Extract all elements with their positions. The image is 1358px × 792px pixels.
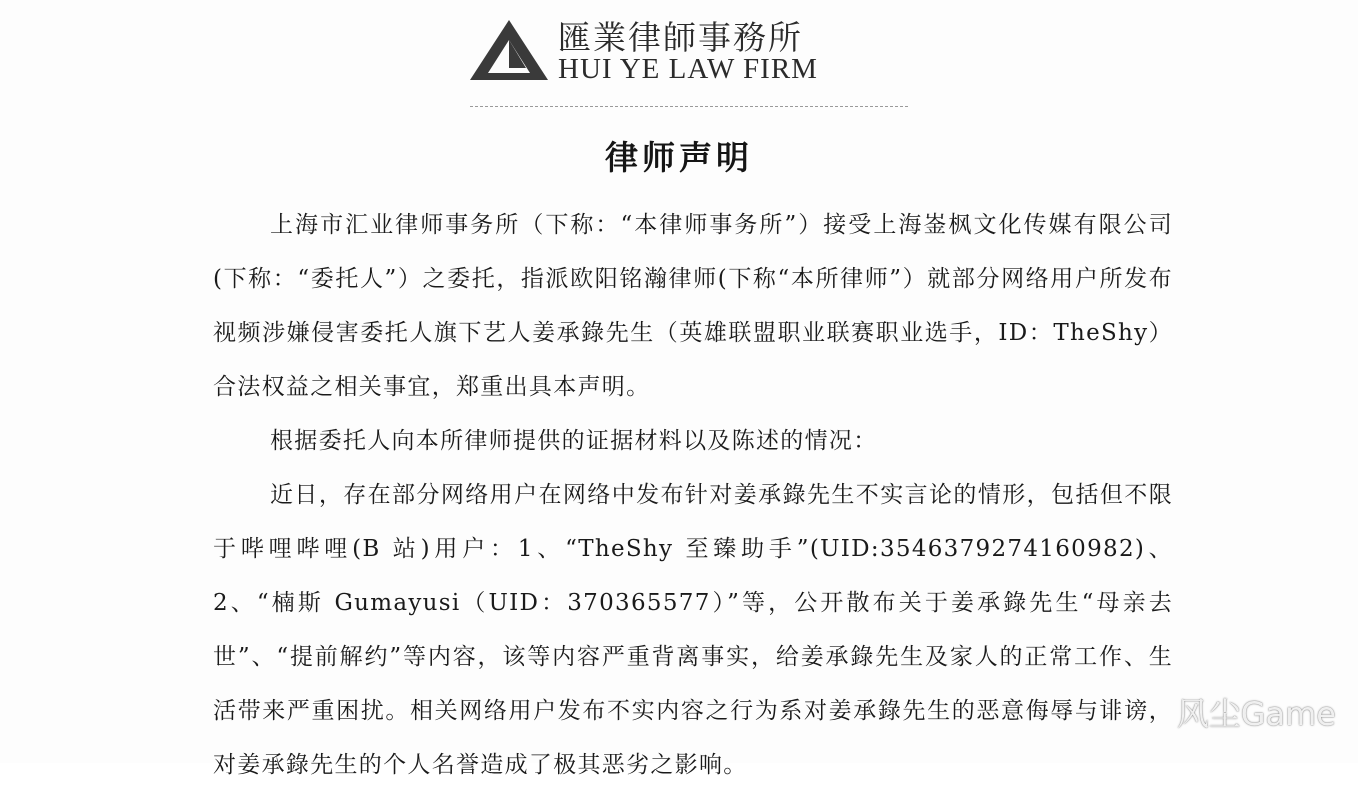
letterhead-divider: [470, 106, 908, 107]
paragraph: 根据委托人向本所律师提供的证据材料以及陈述的情况：: [270, 428, 878, 454]
paragraph: 近日，存在部分网络用户在网络中发布针对姜承錄先生不实言论的情形，包括但不限于哔哩哔哩(B 站)用户：1、“TheShy 至臻助手”(UID:3546379274160982)、2、“楠斯 Gumayusi（UID：370365577）”等，公开散布关于姜承錄先生“母亲去世”、“提前解约”等内容，该等内容严重背离事实，给姜承錄先生及家人的正常工作、生活带来严重困扰。相关网络用户发布不实内容之行为系对姜承錄先生的恶意侮辱与诽谤，对姜承錄先生的个人名誉造成了极其恶劣之影响。: [213, 482, 1173, 778]
paragraph: 上海市汇业律师事务所（下称：“本律师事务所”）接受上海崟枫文化传媒有限公司(下称：“委托人”）之委托，指派欧阳铭瀚律师(下称“本所律师”）就部分网络用户所发布视频涉嫌侵害委托人旗下艺人姜承錄先生（英雄联盟职业联赛职业选手，ID：TheShy）合法权益之相关事宜，郑重出具本声明。: [213, 212, 1173, 400]
letterhead: [468, 6, 888, 86]
document-body: [213, 198, 1173, 792]
firm-name-cn: 匯業律師事務所: [558, 18, 803, 57]
watermark: 风尘Game: [1176, 695, 1336, 733]
firm-logo-icon: [468, 18, 550, 82]
firm-name-en: HUI YE LAW FIRM: [558, 53, 818, 85]
document-title: 律师声明: [605, 138, 753, 177]
